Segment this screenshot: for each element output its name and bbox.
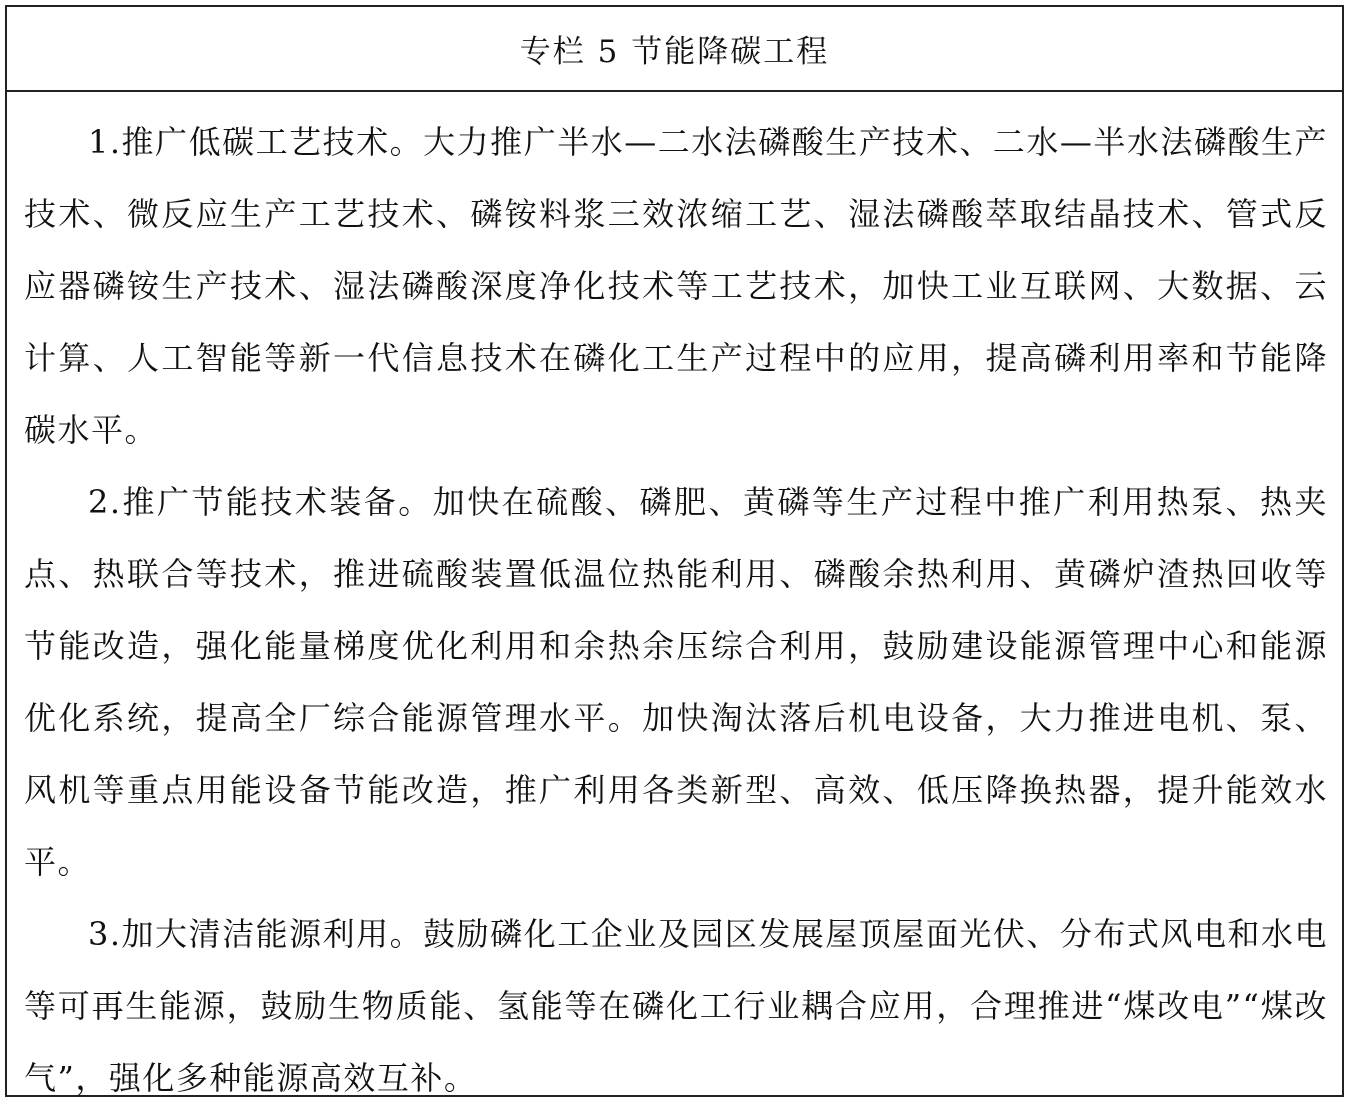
column-box — [5, 5, 1344, 1097]
paragraph-low-carbon-process: 1.推广低碳工艺技术。大力推广半水—二水法磷酸生产技术、二水—半水法磷酸生产技术、微反应生产工艺技术、磷铵料浆三效浓缩工艺、湿法磷酸萃取结晶技术、管式反应器磷铵生产技术、湿法磷酸深度净化技术等工艺技术，加快工业互联网、大数据、云计算、人工智能等新一代信息技术在磷化工生产过程中的应用，提高磷利用率和节能降碳水平。 — [24, 123, 1328, 449]
paragraph-energy-saving-equipment: 2.推广节能技术装备。加快在硫酸、磷肥、黄磷等生产过程中推广利用热泵、热夹点、热联合等技术，推进硫酸装置低温位热能利用、磷酸余热利用、黄磷炉渣热回收等节能改造，强化能量梯度优化利用和余热余压综合利用，鼓励建设能源管理中心和能源优化系统，提高全厂综合能源管理水平。加快淘汰落后机电设备，大力推进电机、泵、风机等重点用能设备节能改造，推广利用各类新型、高效、低压降换热器，提升能效水平。 — [24, 483, 1328, 881]
paragraph-clean-energy: 3.加大清洁能源利用。鼓励磷化工企业及园区发展屋顶屋面光伏、分布式风电和水电等可再生能源，鼓励生物质能、氢能等在磷化工行业耦合应用，合理推进“煤改电”“煤改气”，强化多种能源高效互补。 — [24, 915, 1328, 1097]
column-header — [7, 7, 1342, 92]
column-title: 专栏 5 节能降碳工程 — [519, 34, 830, 70]
column-body — [7, 92, 1342, 1114]
